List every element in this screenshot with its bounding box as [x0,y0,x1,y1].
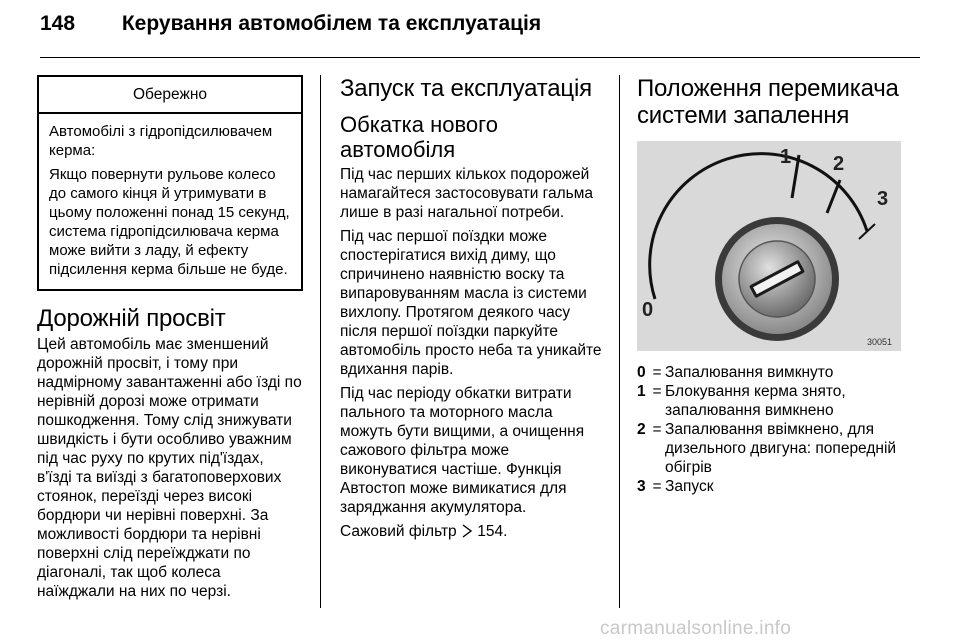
page-number: 148 [40,12,76,35]
break-in-heading: Обкатка нового автомобіля [340,112,498,162]
legend-text: Запуск [665,478,714,495]
legend-separator: = [652,421,662,438]
cross-reference-page: 154. [477,523,508,540]
legend-text: Блокування керма знято, запалювання вимкнено [665,383,846,419]
cross-reference[interactable] [340,522,608,541]
break-in-paragraph: Під час періоду обкатки витрати пального та моторного масла можуть бути вищими, а очищення сажового фільтра може виконуватися частіше. Функція Автостоп може вимикатися для заряджання акумулятора. [340,385,585,516]
clearance-section [37,305,302,601]
legend-text: Запалювання ввімкнено, для дизельного двигуна: попередній обігрів [665,421,897,476]
warning-paragraph: Автомобілі з гідропідсилювачем керма: [49,123,273,159]
watermark: carmanualsonline.info [600,618,792,639]
warning-paragraph: Якщо повернути рульове колесо до самого кінця й утримувати в цьому положенні понад 15 секунд, система гідропідсилювача керма може вийти з ладу, й ефекту підсилення керма більше не буде. [49,166,290,278]
legend-separator: = [652,364,662,381]
start-heading: Запуск та експлуатація [340,75,592,102]
legend-separator: = [652,478,662,495]
break-in-paragraph: Під час перших кількох подорожей намагайтеся застосовувати гальма лише в разі нагальної потреби. [340,166,593,221]
legend-item [637,382,905,420]
ignition-legend [637,363,905,496]
figure-id: 30051 [867,337,893,347]
warning-body [39,114,301,289]
tick-mark [827,180,840,213]
column-left [37,75,302,601]
ignition-heading: Положення перемикача системи запалення [637,75,899,129]
legend-key: 1 [637,383,646,400]
arrow-ref-icon [461,524,473,538]
legend-separator: = [652,383,662,400]
legend-text: Запалювання вимкнуто [665,364,834,381]
position-label-2: 2 [833,153,845,175]
legend-key: 2 [637,421,646,438]
legend-item [637,363,905,382]
cross-reference-label: Сажовий фільтр [340,523,457,540]
chapter-title: Керування автомобілем та експлуатація [121,12,542,35]
warning-box [37,75,303,291]
ignition-switch-illustration [637,141,901,351]
clearance-heading: Дорожній просвіт [37,305,226,332]
page-header [40,12,541,36]
column-right [637,75,905,496]
legend-item [637,420,905,477]
column-separator [320,75,321,608]
clearance-text: Цей автомобіль має зменшений дорожній просвіт, і тому при надмірному завантаженні або їзді по нерівній дорозі може отримати пошкодження. Тому слід знижувати швидкість і бути особливо уважним під час руху по крутих під'їздах, в'їзді та виїзді з багатоповерхових стоянок, переїзді через високі бордюри чи нерівні поверхні. За можливості бордюри та нерівні поверхні слід переїжджати по діагоналі, так щоб колеса наїжджали на них по черзі. [37,336,302,600]
break-in-paragraph: Під час першої поїздки може спостерігатися вихід диму, що спричинено наявністю воску та випаровуванням масла із системи вихлопу. Протягом деякого часу після першої поїздки паркуйте автомобіль просто неба та уникайте вдихання парів. [340,228,602,378]
legend-key: 3 [637,478,646,495]
header-rule [40,57,920,58]
tick-mark [792,155,799,198]
legend-key: 0 [637,364,646,381]
column-middle [340,75,608,541]
column-separator [619,75,620,608]
warning-title: Обережно [39,77,301,114]
position-label-0: 0 [642,299,654,321]
position-label-1: 1 [780,146,792,168]
tick-mark [859,224,875,239]
legend-item [637,477,905,496]
ignition-switch-figure [637,141,901,351]
position-label-3: 3 [877,188,889,210]
